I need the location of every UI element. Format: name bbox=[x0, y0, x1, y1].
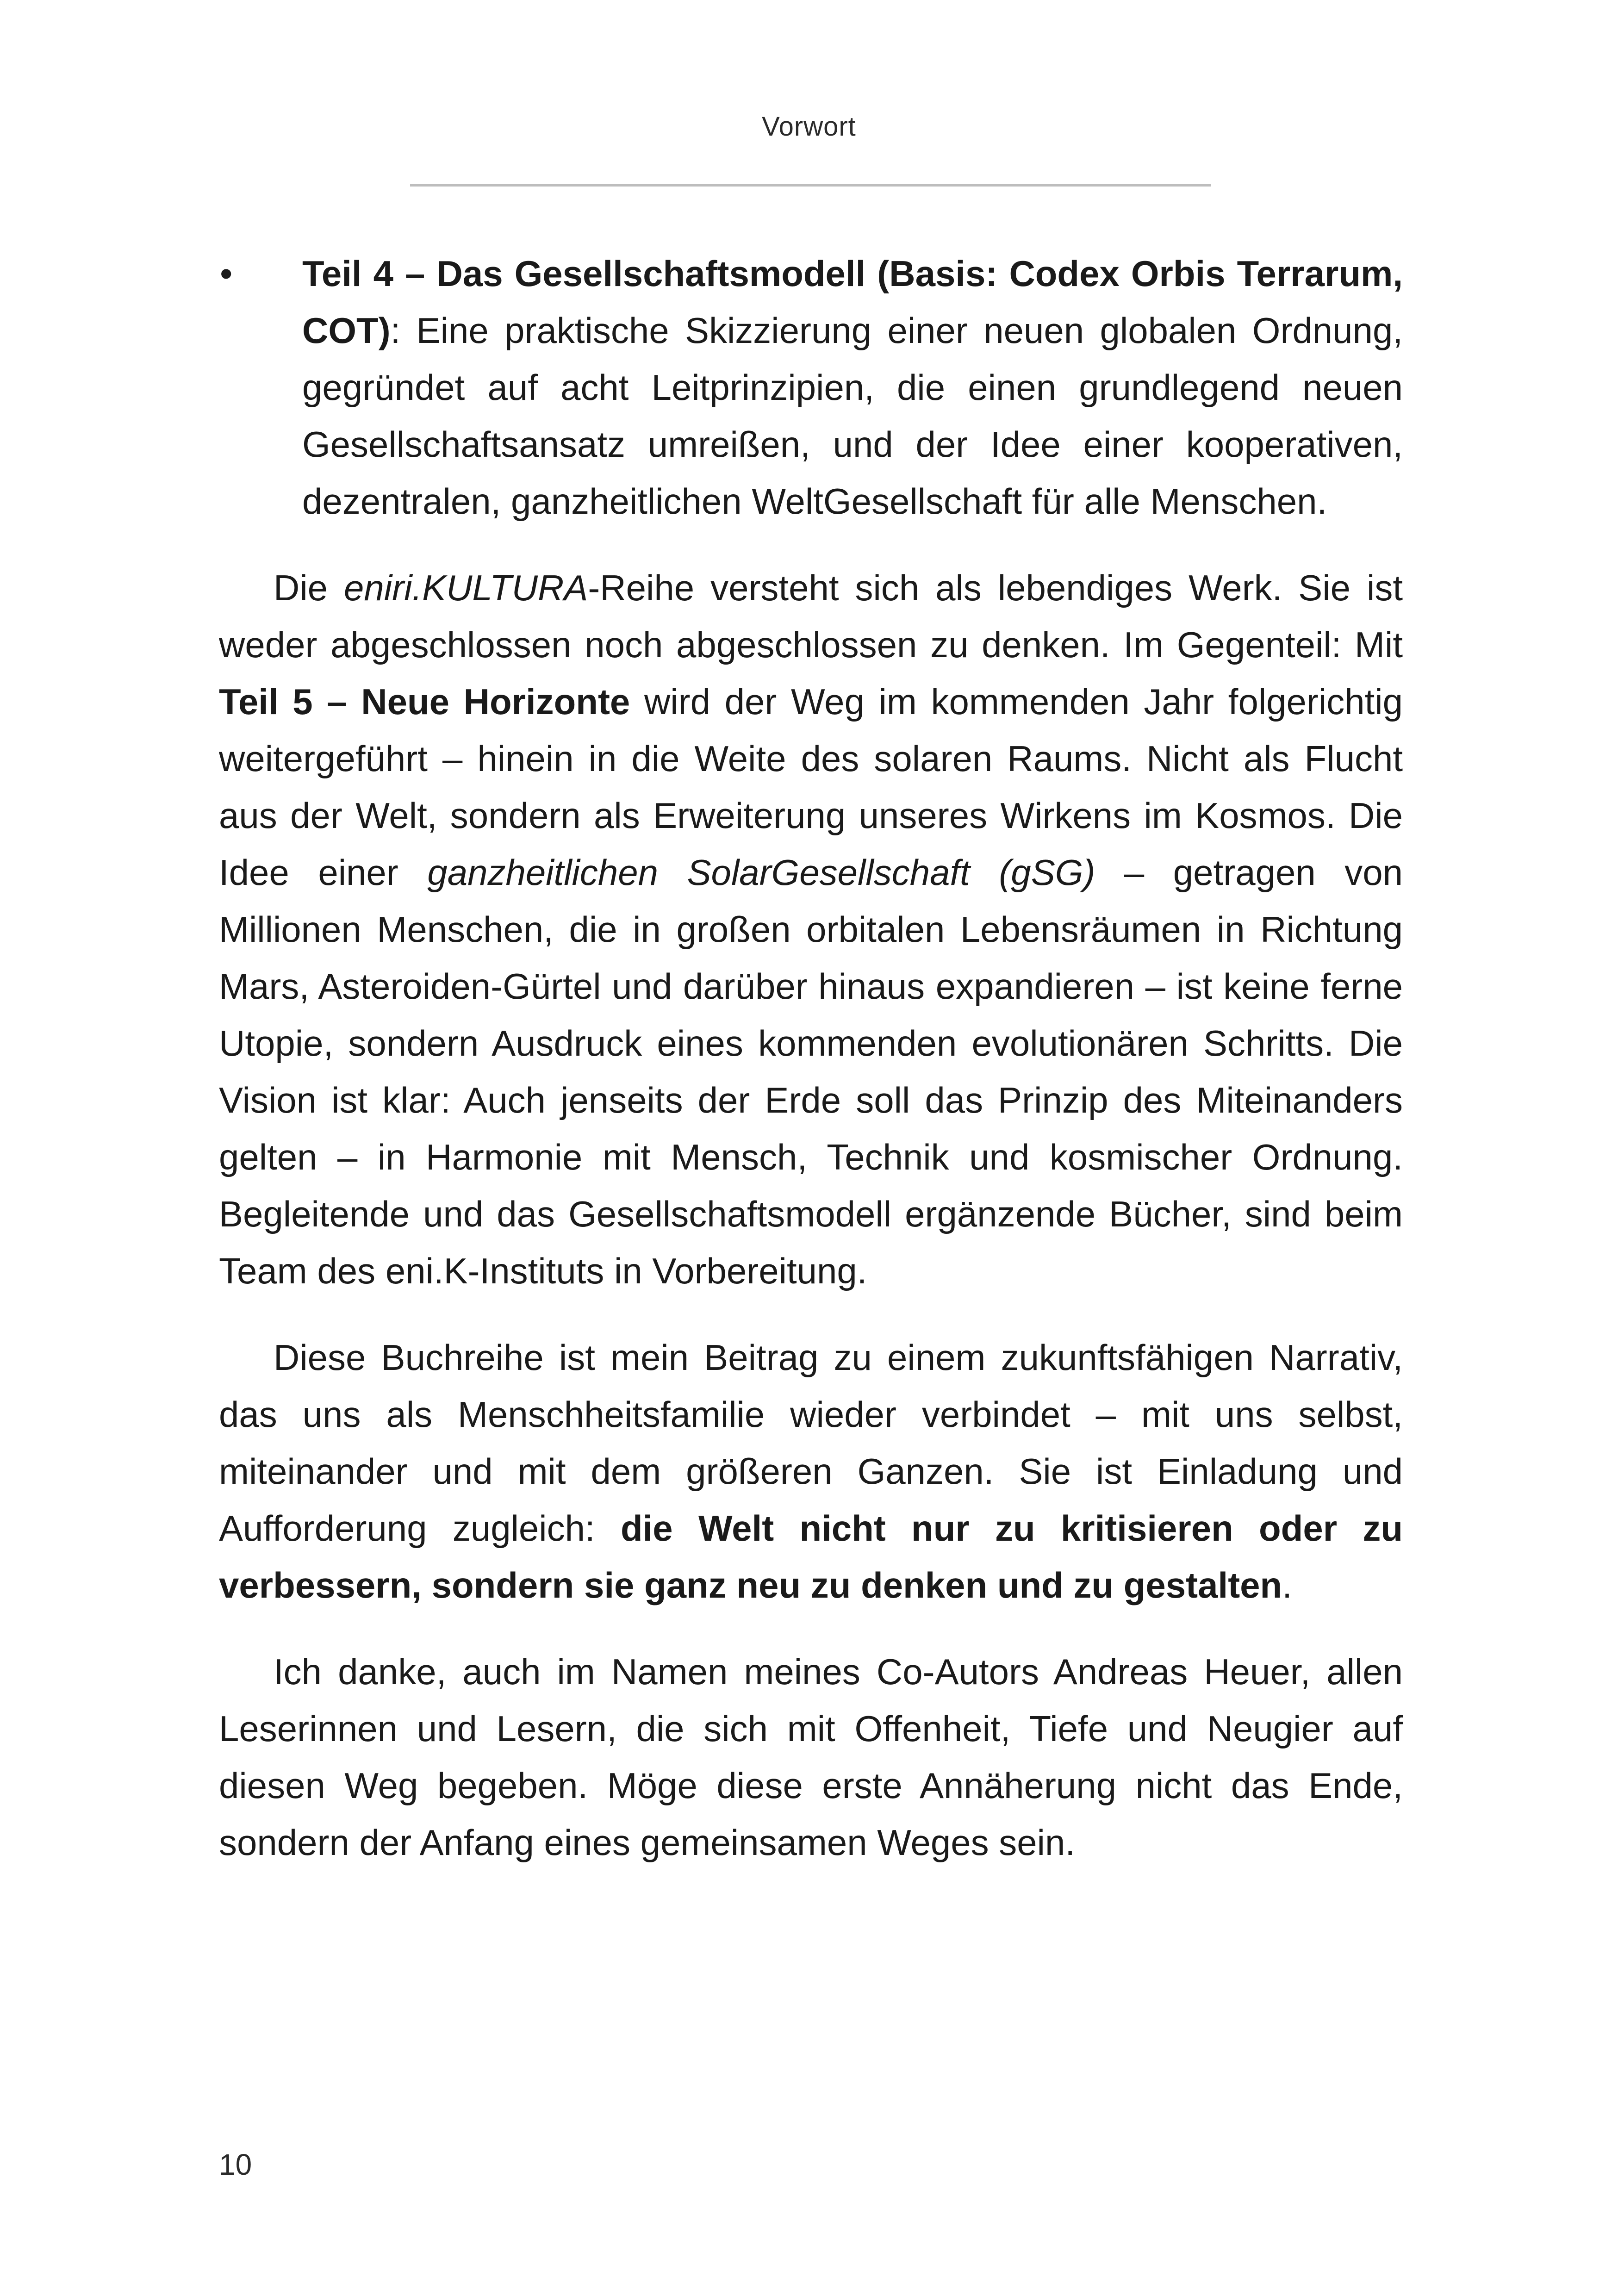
paragraph-thanks: Ich danke, auch im Namen meines Co-Autors Andreas Heuer, allen Leserinnen und Lesern, die sich mit Offenheit, Tiefe und Neugier auf diesen Weg begeben. Möge diese erste Annäherung nicht das Ende, sondern der Anfang eines gemeinsamen Weges sein. bbox=[219, 1651, 1403, 1863]
para2-text-2: . bbox=[1282, 1565, 1292, 1605]
header-rule bbox=[410, 184, 1211, 187]
bullet-item-part-4 bbox=[219, 245, 1403, 530]
bullet-dot-icon: • bbox=[220, 253, 233, 294]
part-5-title: Teil 5 – Neue Horizonte bbox=[219, 681, 630, 722]
page-number: 10 bbox=[219, 2148, 252, 2181]
paragraph-contribution bbox=[219, 1329, 1403, 1614]
para2-text-1: Diese Buchreihe ist mein Beitrag zu einem zukunftsfähigen Narrativ, das uns als Menschheitsfamilie wieder verbindet – mit uns selbst, miteinander und mit dem größeren Ganzen. Sie ist Einladung und Aufforderung zugleich: bbox=[219, 1337, 1403, 1549]
body-text bbox=[219, 245, 1403, 1871]
bullet-lead: Teil 4 – Das Gesellschaftsmodell (Basis: Codex Orbis Terrarum, COT) bbox=[302, 253, 1403, 351]
para1-text-2: -Reihe versteht sich als lebendiges Werk. Sie ist weder abgeschlossen noch abgeschlossen zu denken. Im Gegenteil: Mit bbox=[219, 567, 1403, 665]
solar-society-term: ganzheitlichen SolarGesellschaft (gSG) bbox=[427, 852, 1095, 893]
para2-emphasis: die Welt nicht nur zu kritisieren oder zu verbessern, sondern sie ganz neu zu denken und zu gestalten bbox=[219, 1508, 1403, 1605]
series-name: eniri.KULTURA bbox=[344, 567, 588, 608]
para1-text-3: wird der Weg im kommenden Jahr folgerichtig weitergeführt – hinein in die Weite des solaren Raums. Nicht als Flucht aus der Welt, sondern als Erweiterung unseres Wirkens im Kosmos. Die Idee einer bbox=[219, 681, 1403, 893]
running-header: Vorwort bbox=[762, 112, 856, 142]
para1-text-1: Die bbox=[274, 567, 344, 608]
para1-text-4: – getragen von Millionen Menschen, die in großen orbitalen Lebensräumen in Richtung Mars, Asteroiden-Gürtel und darüber hinaus expandieren – ist keine ferne Utopie, sondern Ausdruck eines kommenden evolutionären Schritts. Die Vision ist klar: Auch jenseits der Erde soll das Prinzip des Miteinanders gelten – in Harmonie mit Mensch, Technik und kosmischer Ordnung. Begleitende und das Gesellschaftsmodell ergänzende Bücher, sind beim Team des eni.K-Instituts in Vorbereitung. bbox=[219, 852, 1403, 1291]
paragraph-series bbox=[219, 560, 1403, 1300]
bullet-text: : Eine praktische Skizzierung einer neuen globalen Ordnung, gegründet auf acht Leitprinzipien, die einen grundlegend neuen Gesellschaftsansatz umreißen, und der Idee einer kooperativen, dezentralen, ganzheitlichen WeltGesellschaft für alle Menschen. bbox=[302, 310, 1403, 522]
